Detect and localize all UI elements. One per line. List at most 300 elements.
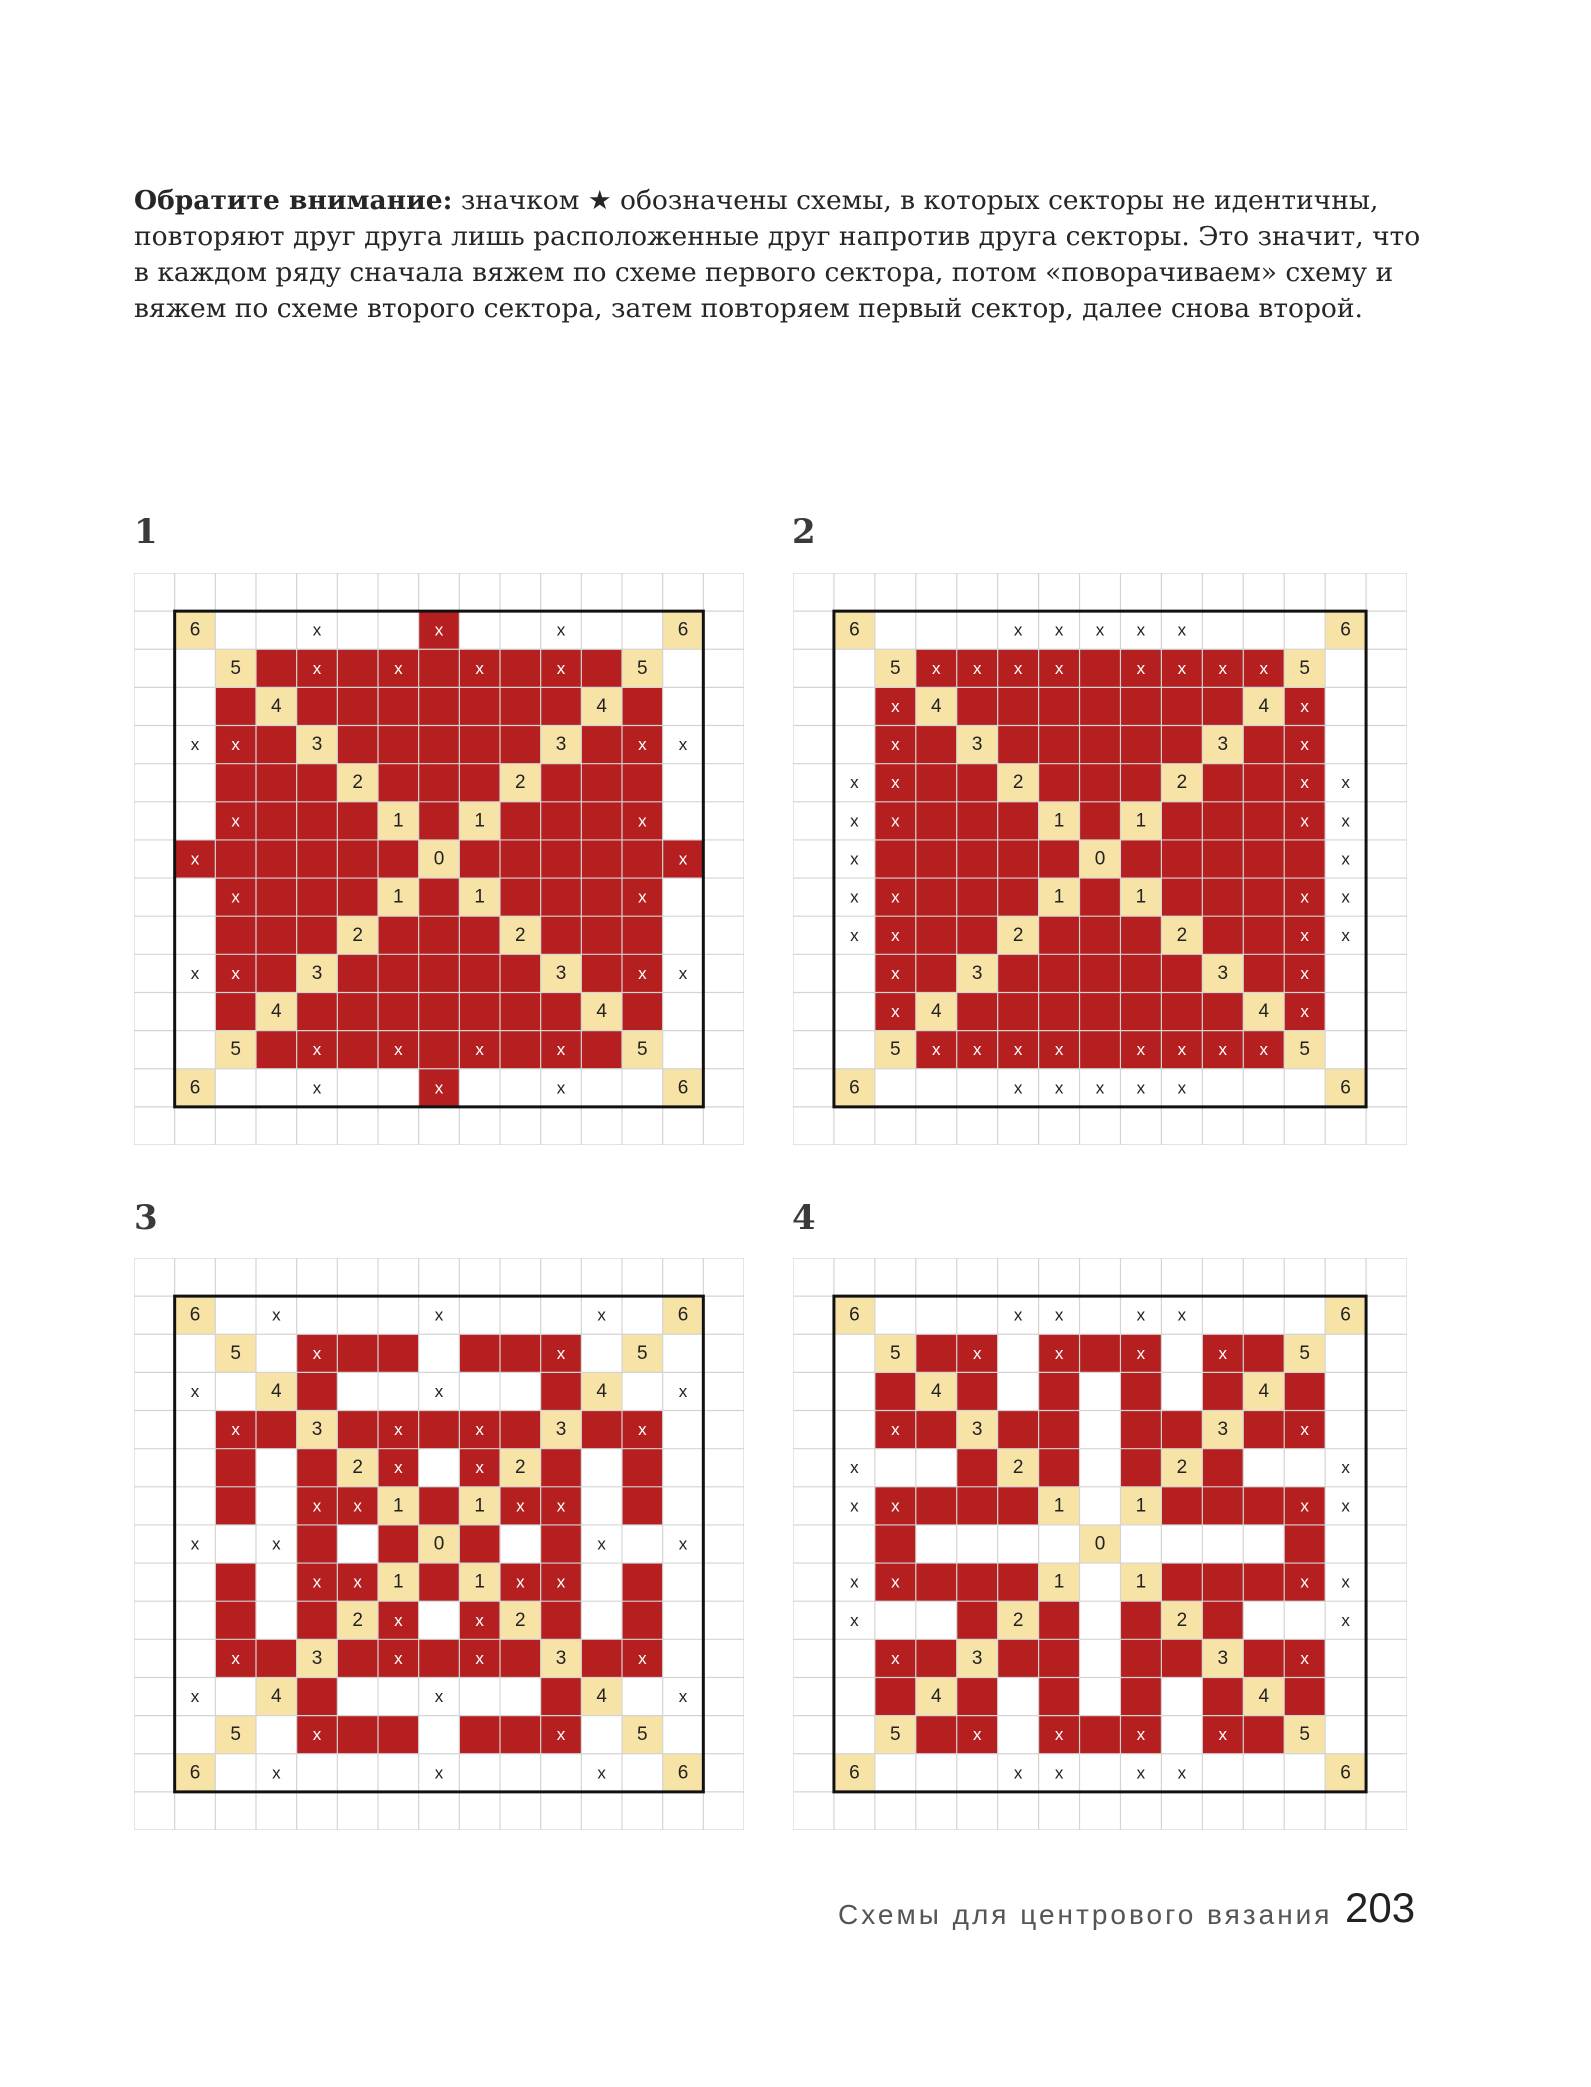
chart-cell: [256, 802, 297, 840]
chart-cell: [957, 1601, 998, 1639]
row-number-label: 4: [596, 1001, 607, 1023]
chart-cell: [1080, 687, 1121, 725]
chart-cell: [1080, 916, 1121, 954]
cross-mark: x: [231, 963, 240, 983]
cross-mark: x: [434, 1763, 444, 1783]
row-number-label: 3: [971, 1647, 983, 1669]
chart-cell: [581, 1639, 622, 1677]
chart-cell: [622, 764, 663, 802]
cross-mark: x: [850, 925, 859, 945]
chart-cell: [581, 916, 622, 954]
cross-mark: x: [1013, 1040, 1023, 1060]
chart-cell: [1161, 687, 1202, 725]
row-number-label: 2: [1012, 1609, 1024, 1631]
cross-mark: x: [190, 1534, 200, 1554]
chart-cell: [1120, 726, 1161, 764]
chart-cell: [875, 1677, 916, 1715]
row-number-label: 0: [1094, 1533, 1106, 1555]
cross-mark: x: [1341, 1610, 1350, 1630]
row-number-label: 3: [971, 734, 983, 756]
chart-cell: [541, 764, 582, 802]
chart-cell: [459, 954, 500, 992]
row-number-label: 2: [1012, 924, 1024, 946]
chart-cell: [541, 878, 582, 916]
row-number-label: 6: [849, 1077, 860, 1099]
row-number-label: 1: [1135, 1495, 1147, 1517]
row-number-label: 2: [1176, 772, 1188, 794]
cross-mark: x: [231, 1420, 240, 1440]
chart-cell: [215, 1563, 256, 1601]
chart-cell: [378, 764, 419, 802]
cross-mark: x: [1300, 963, 1309, 983]
chart-cell: [297, 878, 338, 916]
chart-cell: [1202, 687, 1243, 725]
cross-mark: x: [891, 1572, 900, 1592]
cross-mark: x: [312, 1040, 322, 1060]
chart-cell: [541, 687, 582, 725]
chart-cell: [378, 840, 419, 878]
cross-mark: x: [556, 1725, 566, 1745]
row-number-label: 3: [555, 1647, 567, 1669]
chart-cell: [500, 649, 541, 687]
row-number-label: 5: [1299, 1724, 1310, 1746]
row-number-label: 6: [1340, 1077, 1351, 1099]
chart-cell: [1202, 1677, 1243, 1715]
cross-mark: x: [434, 1305, 444, 1325]
chart-number-2: 2: [792, 512, 816, 552]
chart-cell: [215, 764, 256, 802]
row-number-label: 3: [311, 1419, 323, 1441]
row-number-label: 3: [1217, 962, 1229, 984]
chart-cell: [1243, 726, 1284, 764]
star-icon: ★: [587, 185, 612, 216]
row-number-label: 6: [677, 619, 689, 641]
cross-mark: x: [1136, 1078, 1146, 1098]
cross-mark: x: [891, 1496, 900, 1516]
row-number-label: 3: [555, 962, 567, 984]
cross-mark: x: [678, 963, 688, 983]
chart-cell: [419, 726, 460, 764]
chart-cell: [541, 916, 582, 954]
cross-mark: x: [891, 1002, 900, 1022]
chart-cell: [1161, 992, 1202, 1030]
chart-cell: [1120, 992, 1161, 1030]
chart-cell: [378, 916, 419, 954]
chart-cell: [1080, 649, 1121, 687]
row-number-label: 2: [515, 924, 526, 946]
chart-cell: [500, 954, 541, 992]
chart-cell: [500, 802, 541, 840]
cross-mark: x: [556, 1343, 566, 1363]
chart-cell: [998, 1639, 1039, 1677]
row-number-label: 6: [677, 1304, 689, 1326]
cross-mark: x: [850, 887, 859, 907]
cross-mark: x: [231, 735, 240, 755]
row-number-label: 2: [515, 772, 526, 794]
chart-cell: [1080, 1031, 1121, 1069]
cross-mark: x: [231, 1648, 240, 1668]
chart-cell: [1120, 1411, 1161, 1449]
cross-mark: x: [516, 1496, 525, 1516]
chart-cell: [875, 1525, 916, 1563]
chart-cell: [1080, 1334, 1121, 1372]
row-number-label: 1: [1053, 1495, 1065, 1517]
chart-cell: [957, 687, 998, 725]
chart-cell: [378, 687, 419, 725]
cross-mark: x: [1054, 658, 1064, 678]
chart-cell: [622, 992, 663, 1030]
cross-mark: x: [1341, 773, 1350, 793]
row-number-label: 6: [189, 1762, 201, 1784]
cross-mark: x: [1259, 1040, 1268, 1060]
row-number-label: 4: [930, 1686, 942, 1708]
cross-mark: x: [1136, 1725, 1146, 1745]
chart-cell: [541, 1449, 582, 1487]
row-number-label: 4: [596, 1380, 607, 1402]
row-number-label: 3: [1217, 1419, 1229, 1441]
chart-cell: [297, 1601, 338, 1639]
chart-cell: [1161, 840, 1202, 878]
chart-cell: [1161, 1411, 1202, 1449]
row-number-label: 1: [1135, 886, 1147, 908]
cross-mark: x: [972, 1725, 982, 1745]
chart-cell: [1039, 1677, 1080, 1715]
chart-cell: [1243, 878, 1284, 916]
chart-cell: [916, 878, 957, 916]
row-number-label: 1: [474, 810, 485, 832]
chart-cell: [378, 954, 419, 992]
cross-mark: x: [1013, 1763, 1023, 1783]
chart-cell: [297, 1449, 338, 1487]
page-number: 203: [1345, 1884, 1416, 1931]
chart-cell: [419, 1411, 460, 1449]
chart-cell: [1284, 840, 1325, 878]
chart-cell: [419, 1031, 460, 1069]
row-number-label: 2: [1176, 1457, 1188, 1479]
chart-cell: [1243, 764, 1284, 802]
row-number-label: 1: [393, 1495, 404, 1517]
row-number-label: 4: [930, 695, 942, 717]
chart-cell: [215, 840, 256, 878]
cross-mark: x: [1136, 1343, 1146, 1363]
cross-mark: x: [1300, 735, 1309, 755]
row-number-label: 3: [555, 734, 567, 756]
chart-cell: [916, 1411, 957, 1449]
chart-cell: [500, 1411, 541, 1449]
chart-cell: [1039, 1639, 1080, 1677]
cross-mark: x: [475, 658, 484, 678]
row-number-label: 5: [230, 1342, 241, 1364]
cross-mark: x: [891, 735, 900, 755]
chart-cell: [581, 840, 622, 878]
chart-cell: [337, 687, 378, 725]
chart-cell: [459, 726, 500, 764]
cross-mark: x: [678, 849, 688, 869]
chart-cell: [1080, 726, 1121, 764]
chart-cell: [459, 764, 500, 802]
chart-cell: [1202, 764, 1243, 802]
row-number-label: 2: [1012, 772, 1024, 794]
row-number-label: 6: [189, 1304, 201, 1326]
cross-mark: x: [231, 887, 240, 907]
chart-cell: [378, 1716, 419, 1754]
chart-cell: [1161, 954, 1202, 992]
cross-mark: x: [1095, 620, 1105, 640]
chart-cell: [957, 840, 998, 878]
chart-cell: [1243, 954, 1284, 992]
chart-cell: [337, 1716, 378, 1754]
row-number-label: 1: [393, 810, 404, 832]
chart-cell: [500, 840, 541, 878]
row-number-label: 4: [1258, 1380, 1270, 1402]
chart-cell: [1120, 764, 1161, 802]
row-number-label: 4: [271, 1001, 282, 1023]
cross-mark: x: [190, 963, 200, 983]
cross-mark: x: [638, 735, 647, 755]
chart-cell: [337, 954, 378, 992]
row-number-label: 5: [230, 1724, 241, 1746]
chart-cell: [297, 840, 338, 878]
chart-cell: [215, 1449, 256, 1487]
chart-cell: [1243, 916, 1284, 954]
cross-mark: x: [638, 1648, 647, 1668]
chart-cell: [581, 764, 622, 802]
row-number-label: 3: [555, 1419, 567, 1441]
knitting-chart-3: [134, 1258, 744, 1830]
chart-cell: [622, 1487, 663, 1525]
chart-cell: [957, 1487, 998, 1525]
row-number-label: 3: [311, 734, 323, 756]
chart-cell: [1161, 802, 1202, 840]
cross-mark: x: [190, 1687, 200, 1707]
chart-cell: [215, 687, 256, 725]
cross-mark: x: [434, 1078, 444, 1098]
chart-cell: [297, 916, 338, 954]
cross-mark: x: [850, 811, 859, 831]
chart-cell: [1039, 1372, 1080, 1410]
cross-mark: x: [1300, 887, 1309, 907]
chart-cell: [916, 1716, 957, 1754]
cross-mark: x: [638, 887, 647, 907]
cross-mark: x: [556, 1572, 566, 1592]
cross-mark: x: [972, 658, 982, 678]
chart-cell: [419, 764, 460, 802]
chart-cell: [1039, 1601, 1080, 1639]
cross-mark: x: [932, 1040, 941, 1060]
cross-mark: x: [1300, 1002, 1309, 1022]
cross-mark: x: [1300, 696, 1309, 716]
chart-cell: [1202, 840, 1243, 878]
cross-mark: x: [394, 658, 403, 678]
chart-cell: [256, 954, 297, 992]
cross-mark: x: [556, 620, 566, 640]
chart-cell: [541, 1677, 582, 1715]
chart-cell: [1284, 1677, 1325, 1715]
row-number-label: 5: [1299, 1342, 1310, 1364]
chart-cell: [215, 992, 256, 1030]
row-number-label: 4: [1258, 1001, 1270, 1023]
chart-cell: [1080, 764, 1121, 802]
row-number-label: 0: [433, 1533, 445, 1555]
chart-cell: [1243, 840, 1284, 878]
chart-cell: [1202, 1601, 1243, 1639]
cross-mark: x: [1341, 811, 1350, 831]
row-number-label: 1: [1135, 1571, 1147, 1593]
chart-cell: [1202, 1563, 1243, 1601]
intro-text-before-star: значком: [452, 185, 588, 216]
chart-cell: [581, 954, 622, 992]
chart-cell: [1284, 1525, 1325, 1563]
cross-mark: x: [556, 1078, 566, 1098]
chart-cell: [419, 878, 460, 916]
chart-cell: [256, 1031, 297, 1069]
row-number-label: 2: [352, 924, 363, 946]
chart-cell: [1243, 802, 1284, 840]
chart-cell: [622, 1601, 663, 1639]
chart-cell: [500, 1334, 541, 1372]
chart-cell: [1039, 992, 1080, 1030]
chart-number-1: 1: [134, 512, 158, 552]
row-number-label: 4: [271, 1686, 282, 1708]
chart-cell: [1243, 1563, 1284, 1601]
row-number-label: 6: [677, 1077, 689, 1099]
cross-mark: x: [638, 811, 647, 831]
chart-cell: [916, 1563, 957, 1601]
row-number-label: 6: [1340, 1762, 1351, 1784]
cross-mark: x: [891, 1420, 900, 1440]
row-number-label: 1: [393, 1571, 404, 1593]
cross-mark: x: [850, 1610, 859, 1630]
cross-mark: x: [1054, 1040, 1064, 1060]
intro-paragraph: [134, 183, 1424, 327]
cross-mark: x: [1054, 1725, 1064, 1745]
chart-cell: [500, 726, 541, 764]
cross-mark: x: [394, 1458, 403, 1478]
row-number-label: 1: [474, 1495, 485, 1517]
row-number-label: 5: [890, 657, 901, 679]
cross-mark: x: [312, 1572, 322, 1592]
cross-mark: x: [1177, 620, 1187, 640]
chart-cell: [1243, 1639, 1284, 1677]
row-number-label: 2: [352, 1457, 363, 1479]
cross-mark: x: [231, 811, 240, 831]
chart-cell: [957, 1563, 998, 1601]
chart-cell: [1120, 1601, 1161, 1639]
chart-cell: [541, 992, 582, 1030]
chart-cell: [957, 916, 998, 954]
chart-cell: [459, 687, 500, 725]
cross-mark: x: [891, 811, 900, 831]
footer-section-title: Схемы для центрового вязания: [838, 1899, 1333, 1930]
chart-cell: [378, 992, 419, 1030]
cross-mark: x: [1054, 1078, 1064, 1098]
row-number-label: 1: [1053, 1571, 1065, 1593]
row-number-label: 5: [1299, 1039, 1310, 1061]
cross-mark: x: [394, 1610, 403, 1630]
chart-cell: [957, 1677, 998, 1715]
chart-cell: [541, 840, 582, 878]
chart-cell: [541, 802, 582, 840]
row-number-label: 4: [596, 695, 607, 717]
chart-cell: [1243, 1334, 1284, 1372]
chart-cell: [1202, 1487, 1243, 1525]
chart-cell: [297, 1525, 338, 1563]
chart-cell: [875, 1372, 916, 1410]
cross-mark: x: [272, 1534, 281, 1554]
chart-cell: [337, 726, 378, 764]
row-number-label: 6: [189, 619, 201, 641]
chart-cell: [459, 992, 500, 1030]
cross-mark: x: [312, 620, 322, 640]
chart-cell: [1039, 954, 1080, 992]
row-number-label: 2: [352, 1609, 363, 1631]
cross-mark: x: [1177, 1763, 1187, 1783]
row-number-label: 2: [515, 1609, 526, 1631]
chart-cell: [916, 726, 957, 764]
chart-cell: [256, 840, 297, 878]
cross-mark: x: [312, 1496, 322, 1516]
row-number-label: 6: [189, 1077, 201, 1099]
cross-mark: x: [1013, 1078, 1023, 1098]
chart-cell: [1039, 764, 1080, 802]
chart-cell: [957, 1449, 998, 1487]
cross-mark: x: [1218, 1343, 1228, 1363]
chart-cell: [378, 1525, 419, 1563]
cross-mark: x: [678, 735, 688, 755]
cross-mark: x: [1259, 658, 1268, 678]
cross-mark: x: [972, 1343, 982, 1363]
cross-mark: x: [1136, 1763, 1146, 1783]
chart-cell: [256, 1411, 297, 1449]
chart-cell: [378, 1334, 419, 1372]
cross-mark: x: [434, 620, 444, 640]
chart-cell: [337, 802, 378, 840]
chart-cell: [1161, 726, 1202, 764]
cross-mark: x: [1177, 1040, 1187, 1060]
row-number-label: 5: [890, 1724, 901, 1746]
chart-cell: [1039, 1449, 1080, 1487]
cross-mark: x: [850, 1458, 859, 1478]
row-number-label: 1: [1135, 810, 1147, 832]
chart-cell: [256, 726, 297, 764]
row-number-label: 4: [1258, 1686, 1270, 1708]
chart-cell: [622, 1449, 663, 1487]
cross-mark: x: [891, 696, 900, 716]
cross-mark: x: [1218, 1725, 1228, 1745]
cross-mark: x: [1054, 1343, 1064, 1363]
chart-cell: [500, 1716, 541, 1754]
knitting-chart-4: [793, 1258, 1407, 1830]
chart-cell: [916, 840, 957, 878]
chart-cell: [1202, 802, 1243, 840]
row-number-label: 4: [596, 1686, 607, 1708]
chart-cell: [581, 878, 622, 916]
knitting-chart-1: [134, 573, 744, 1145]
chart-cell: [998, 1411, 1039, 1449]
cross-mark: x: [1136, 620, 1146, 640]
chart-cell: [875, 840, 916, 878]
row-number-label: 3: [1217, 1647, 1229, 1669]
row-number-label: 5: [230, 657, 241, 679]
chart-cell: [1161, 1639, 1202, 1677]
cross-mark: x: [434, 1687, 444, 1707]
cross-mark: x: [678, 1534, 688, 1554]
cross-mark: x: [1136, 658, 1146, 678]
cross-mark: x: [556, 658, 566, 678]
chart-cell: [459, 1334, 500, 1372]
cross-mark: x: [353, 1496, 362, 1516]
chart-cell: [337, 1031, 378, 1069]
